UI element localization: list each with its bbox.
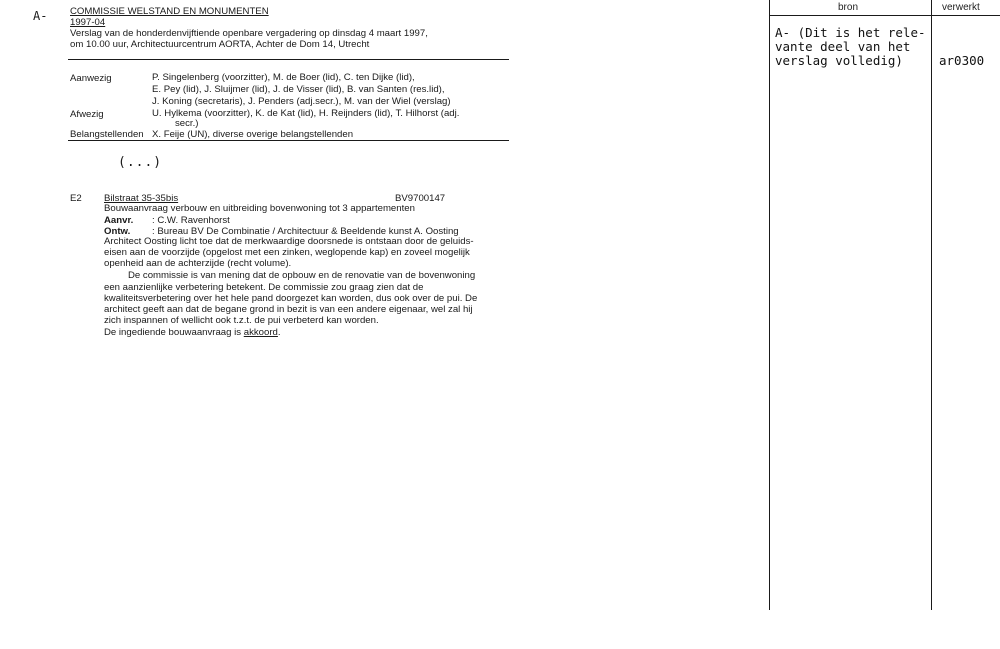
header-verwerkt: verwerkt [942, 2, 980, 13]
conclusion-suffix: . [277, 327, 281, 338]
divider-attendance [68, 140, 509, 141]
paragraph2-line-5: zich inspannen of wellicht ook t.z.t. de pui verbeterd kan worden. [104, 315, 379, 326]
present-line-3: J. Koning (secretaris), J. Penders (adj.secr.), M. van der Wiel (verslag) [152, 96, 451, 107]
absent-line-1: U. Hylkema (voorzitter), K. de Kat (lid), H. Reijnders (lid), T. Hilhorst (adj. [152, 108, 460, 119]
item-address: Bilstraat 35-35bis [104, 193, 179, 204]
paragraph2-line-1: De commissie is van mening dat de opbouw en de renovatie van de bovenwoning [128, 270, 476, 281]
bron-line-3: verslag volledig) [775, 53, 903, 68]
divider-top [68, 59, 509, 60]
conclusion [104, 327, 281, 338]
applicant-label: Aanvr. [104, 215, 134, 226]
paragraph2-line-3: kwaliteitsverbetering over het hele pand doorgezet kan worden, dus ook over de pui. De [104, 293, 478, 304]
bron-line-1: A- (Dit is het rele- [775, 25, 926, 40]
paragraph1-line-2: eisen aan de voorzijde (opgelost met een zinken, weglopende kap) en zoveel mogelijk [104, 247, 470, 258]
conclusion-verdict: akkoord [243, 327, 278, 338]
ellipsis: (...) [118, 155, 163, 170]
header-divider [769, 15, 1000, 16]
bron-line-2: vante deel van het [775, 39, 911, 54]
commission-title: COMMISSIE WELSTAND EN MONUMENTEN [70, 6, 269, 17]
designer-label: Ontw. [104, 226, 131, 237]
designer-value: : Bureau BV De Combinatie / Architectuur & Beeldende kunst A. Oosting [152, 226, 459, 237]
item-code: E2 [70, 193, 82, 204]
conclusion-prefix: De ingediende bouwaanvraag is [104, 327, 244, 338]
margin-mark: A- [33, 9, 48, 23]
present-line-1: P. Singelenberg (voorzitter), M. de Boer (lid), C. ten Dijke (lid), [152, 72, 415, 83]
meeting-number: 1997-04 [70, 17, 106, 28]
header-bron: bron [838, 2, 859, 13]
item-reference: BV9700147 [395, 193, 446, 204]
present-line-2: E. Pey (lid), J. Sluijmer (lid), J. de Visser (lid), B. van Santen (res.lid), [152, 84, 445, 95]
applicant-value: : C.W. Ravenhorst [152, 215, 230, 226]
report-line-2: om 10.00 uur, Architectuurcentrum AORTA, Achter de Dom 14, Utrecht [70, 39, 370, 50]
paragraph1-line-1: Architect Oosting licht toe dat de merkwaardige doorsnede is ontstaan door de geluids- [104, 236, 474, 247]
paragraph2-line-4: architect geeft aan dat de begane grond in bezit is van een andere eigenaar, wel zal hij [104, 304, 473, 315]
verwerkt-code: ar0300 [939, 53, 985, 68]
present-label: Aanwezig [70, 73, 112, 84]
column-border-middle [931, 0, 932, 610]
column-border-left [769, 0, 770, 610]
interested-label: Belangstellenden [70, 129, 144, 140]
item-description: Bouwaanvraag verbouw en uitbreiding bovenwoning tot 3 appartementen [104, 203, 415, 214]
report-line-1: Verslag van de honderdenvijftiende openbare vergadering op dinsdag 4 maart 1997, [70, 28, 428, 39]
absent-line-2: secr.) [175, 118, 199, 129]
paragraph2-line-2: een aanzienlijke verbetering betekent. De commissie zou graag zien dat de [104, 282, 424, 293]
interested-text: X. Feije (UN), diverse overige belangstellenden [152, 129, 354, 140]
paragraph1-line-3: openheid aan de achterzijde (recht volume). [104, 258, 292, 269]
absent-label: Afwezig [70, 109, 104, 120]
